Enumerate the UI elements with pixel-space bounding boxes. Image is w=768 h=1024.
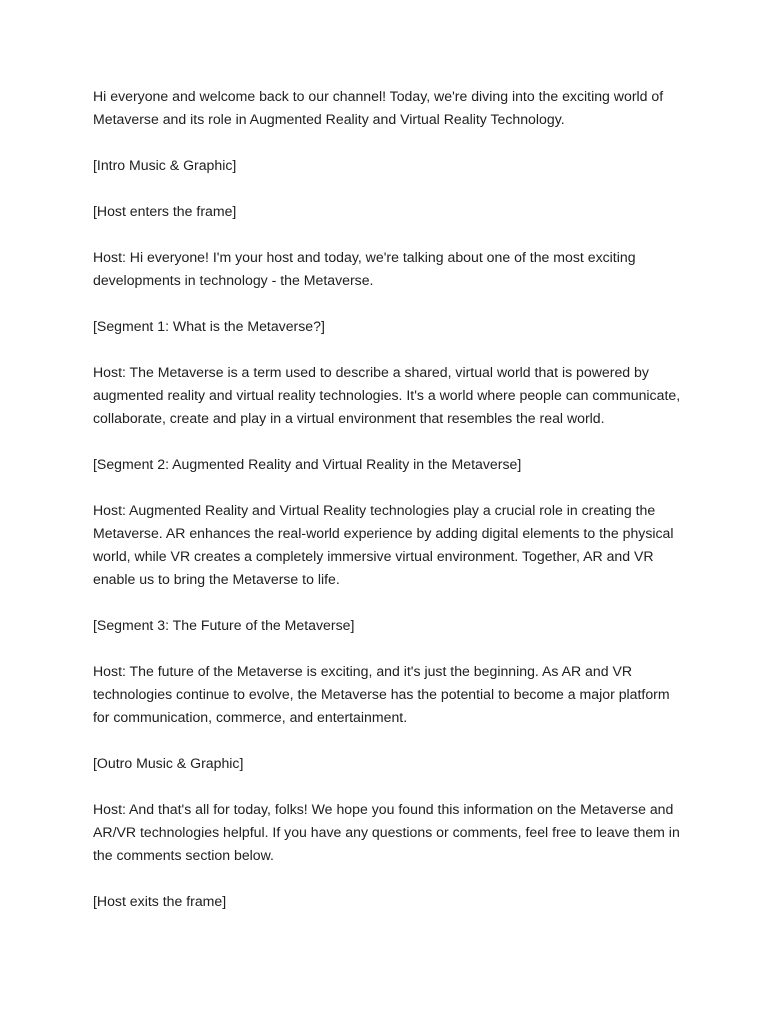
segment-3-heading: [Segment 3: The Future of the Metaverse] xyxy=(93,617,355,633)
host-exits-cue: [Host exits the frame] xyxy=(93,893,227,909)
segment-1-paragraph: Host: The Metaverse is a term used to describe a shared, virtual world that is powered by augmented reality and virtual reality technologies. It's a world where people can communicate, collaborate, create and play in a virtual environment that resembles the real world. xyxy=(93,364,681,426)
outro-music-cue: [Outro Music & Graphic] xyxy=(93,755,244,771)
segment-1-heading: [Segment 1: What is the Metaverse?] xyxy=(93,318,325,334)
host-greeting-paragraph: Host: Hi everyone! I'm your host and today, we're talking about one of the most exciting developments in technology - the Metaverse. xyxy=(93,249,636,288)
document-body xyxy=(93,85,683,936)
intro-music-cue: [Intro Music & Graphic] xyxy=(93,157,237,173)
segment-2-heading: [Segment 2: Augmented Reality and Virtual Reality in the Metaverse] xyxy=(93,456,522,472)
segment-3-paragraph: Host: The future of the Metaverse is exciting, and it's just the beginning. As AR and VR technologies continue to evolve, the Metaverse has the potential to become a major platform for communication, commerce, and entertainment. xyxy=(93,663,670,725)
intro-paragraph: Hi everyone and welcome back to our channel! Today, we're diving into the exciting world of Metaverse and its role in Augmented Reality and Virtual Reality Technology. xyxy=(93,88,664,127)
segment-2-paragraph: Host: Augmented Reality and Virtual Reality technologies play a crucial role in creating the Metaverse. AR enhances the real-world experience by adding digital elements to the physical world, while VR creates a completely immersive virtual environment. Together, AR and VR enable us to bring the Metaverse to life. xyxy=(93,502,674,587)
closing-paragraph: Host: And that's all for today, folks! We hope you found this information on the Metaverse and AR/VR technologies helpful. If you have any questions or comments, feel free to leave them in the comments section below. xyxy=(93,801,680,863)
host-enters-cue: [Host enters the frame] xyxy=(93,203,237,219)
